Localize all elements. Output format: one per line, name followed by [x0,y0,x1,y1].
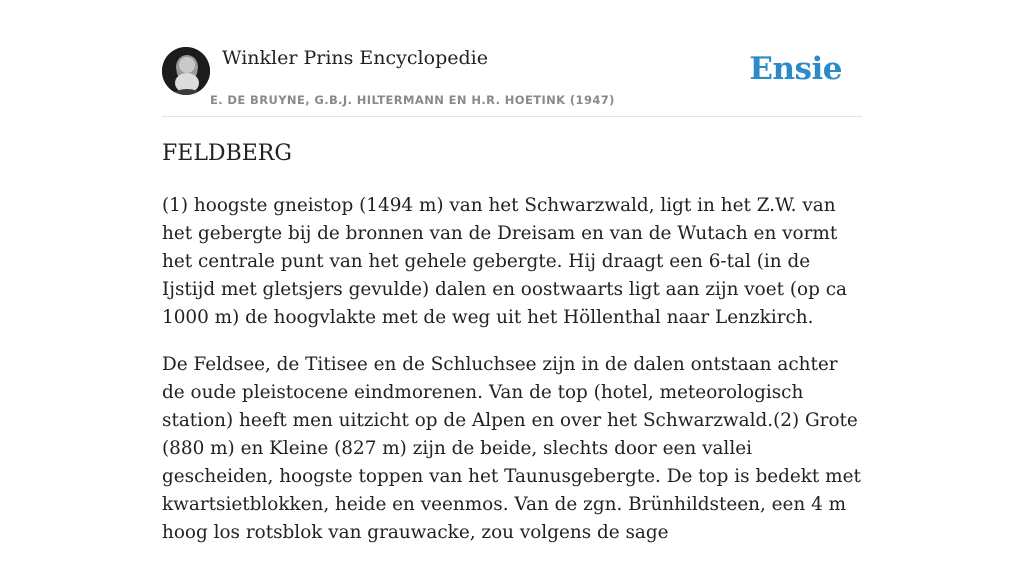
entry-title: FELDBERG [162,141,292,166]
author-portrait-icon [162,47,210,95]
entry-body [162,192,864,566]
entry-paragraph: (1) hoogste gneistop (1494 m) van het Schwarzwald, ligt in het Z.W. van het gebergte bij de bronnen van de Dreisam en van de Wutach en vormt het centrale punt van het gehele gebergte. Hij draagt een 6-tal (in de Ijstijd met gletsjers gevulde) dalen en oostwaarts ligt aan zijn voet (op ca 1000 m) de hoogvlakte met de weg uit het Höllenthal naar Lenzkirch. [162,195,847,328]
source-title[interactable]: Winkler Prins Encyclopedie [222,47,488,69]
source-header [162,44,862,117]
author-avatar[interactable] [162,47,210,95]
ensie-logo[interactable]: Ensie [749,51,842,87]
source-authors: E. DE BRUYNE, G.B.J. HILTERMANN EN H.R. HOETINK (1947) [210,93,615,107]
entry-paragraph: De Feldsee, de Titisee en de Schluchsee zijn in de dalen ontstaan achter de oude pleistocene eindmorenen. Van de top (hotel, meteorologisch station) heeft men uitzicht op de Alpen en over het Schwarzwald.(2) Grote (880 m) en Kleine (827 m) zijn de beide, slechts door een vallei gescheiden, hoogste toppen van het Taunusgebergte. De top is bedekt met kwartsietblokken, heide en veenmos. Van de zgn. Brünhildsteen, een 4 m hoog los rotsblok van grauwacke, zou volgens de sage [162,354,861,543]
